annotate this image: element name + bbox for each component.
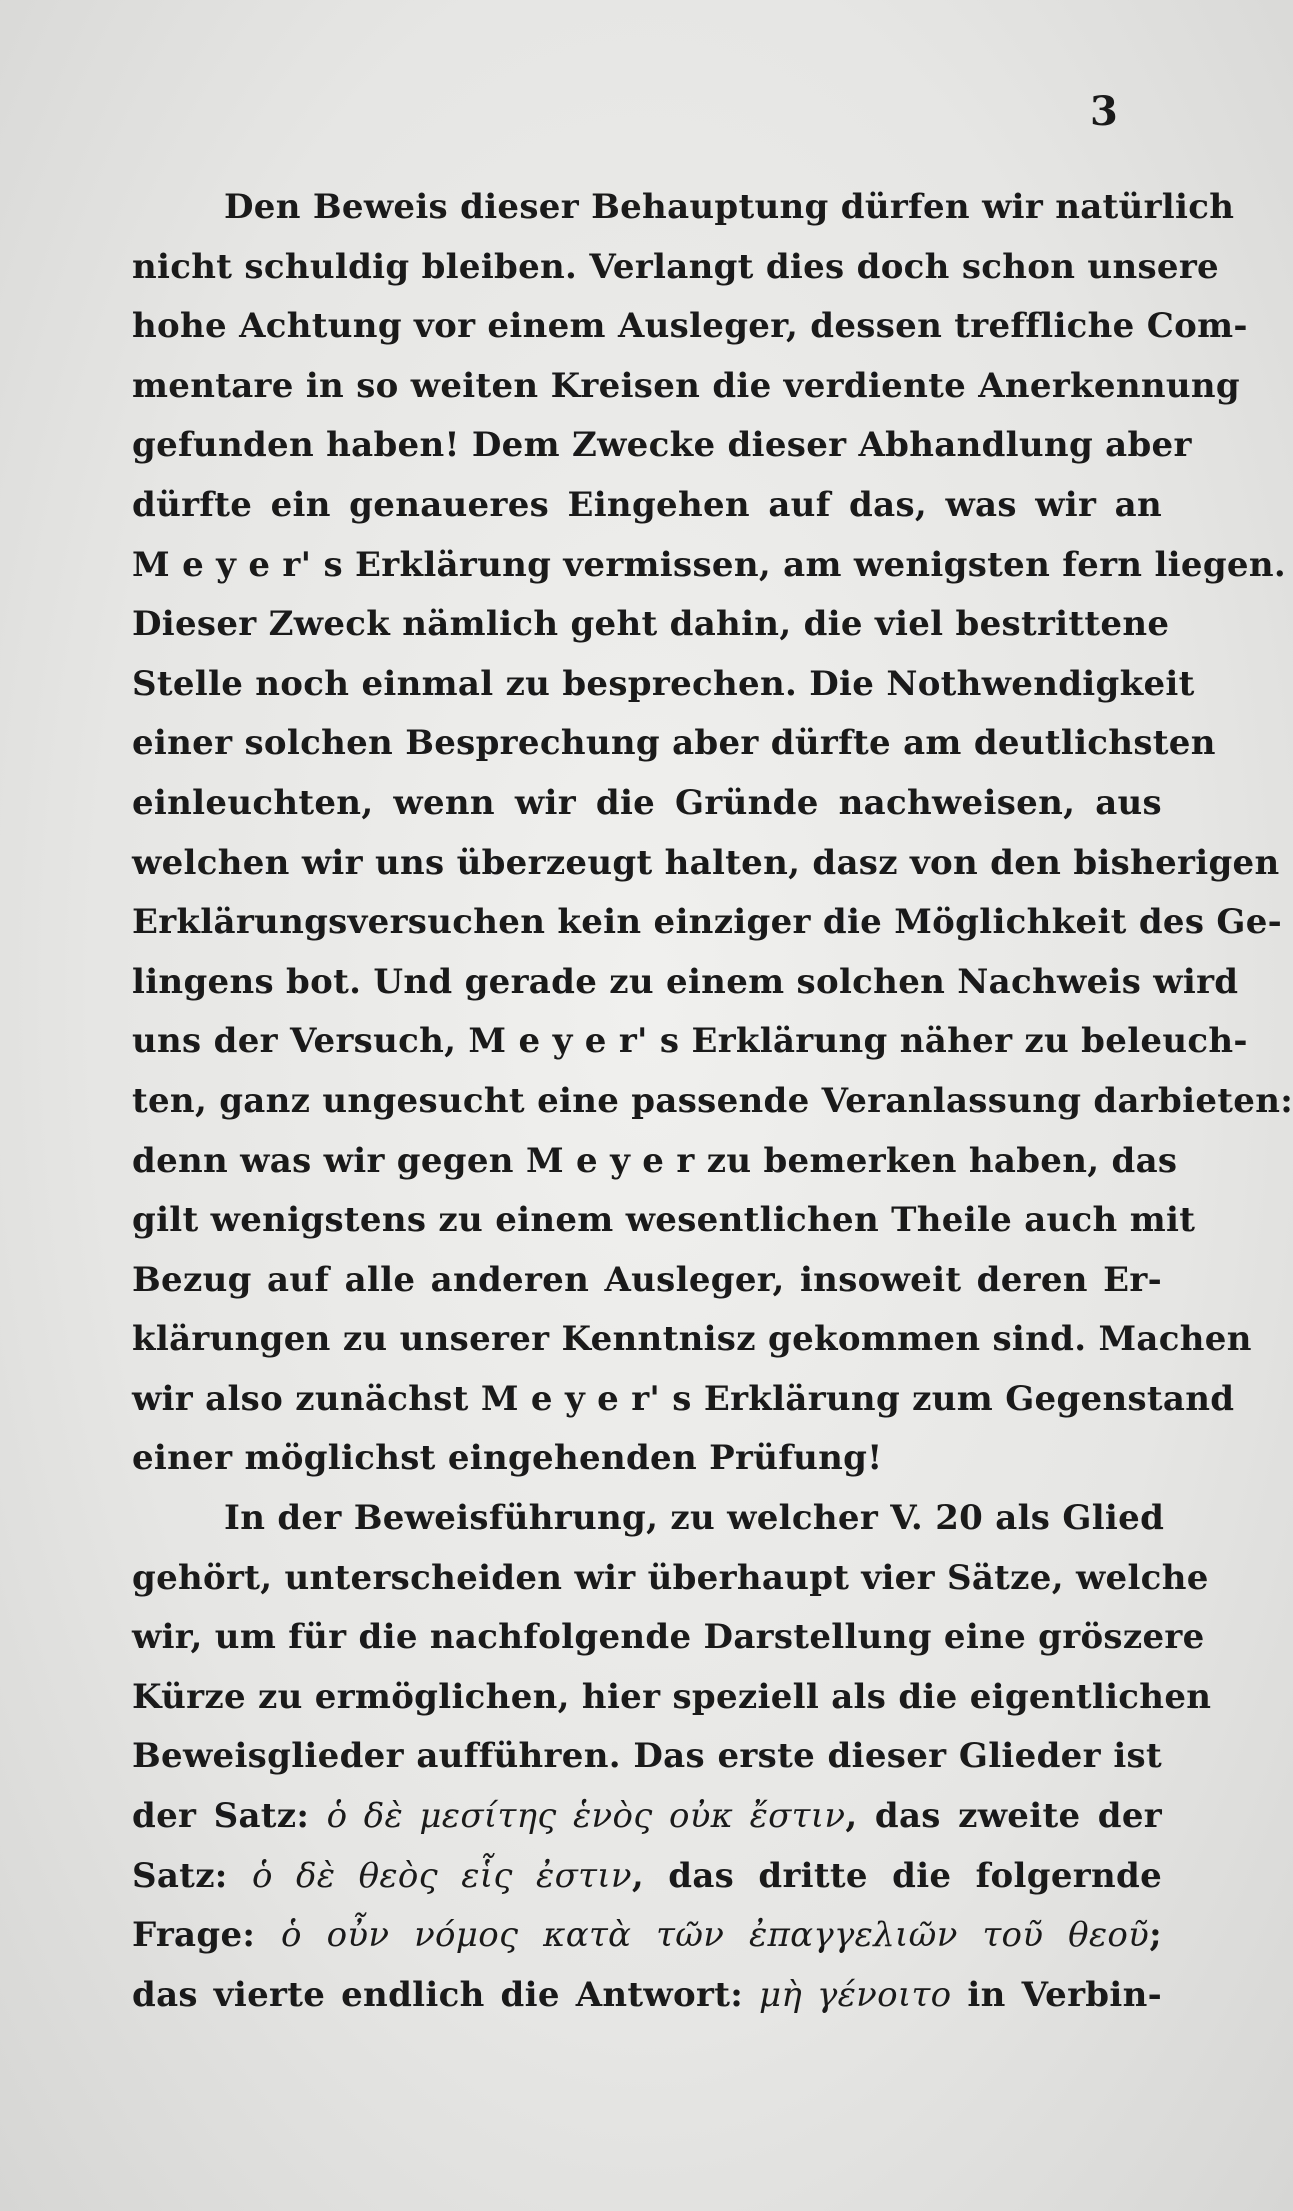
text-line: einleuchten, wenn wir die Gründe nachweisen, aus bbox=[132, 782, 1162, 823]
text-line: In der Beweisführung, zu welcher V. 20 als Glied bbox=[224, 1498, 1165, 1539]
line-prefix: Frage: bbox=[132, 1915, 282, 1956]
text-line: Kürze zu ermöglichen, hier speziell als die eigentlichen bbox=[132, 1676, 1212, 1717]
text-line: einer solchen Besprechung aber dürfte am deutlichsten bbox=[132, 723, 1216, 764]
text-line: gehört, unterscheiden wir überhaupt vier Sätze, welche bbox=[132, 1557, 1209, 1598]
line-prefix: Satz: bbox=[132, 1855, 252, 1896]
greek-text-line bbox=[132, 1906, 1162, 1966]
text-line: uns der Versuch, M e y e r' s Erklärung näher zu beleuch- bbox=[132, 1021, 1248, 1062]
text-line: klärungen zu unserer Kenntnisz gekommen sind. Machen bbox=[132, 1319, 1252, 1360]
text-line: M e y e r' s Erklärung vermissen, am wenigsten fern liegen. bbox=[132, 544, 1286, 585]
text-line: Erklärungsversuchen kein einziger die Möglichkeit des Ge- bbox=[132, 902, 1283, 943]
text-line: mentare in so weiten Kreisen die verdiente Anerkennung bbox=[132, 365, 1240, 406]
greek-phrase: ὁ δὲ μεσίτης ἑνὸς οὐκ ἔστιν bbox=[326, 1796, 846, 1837]
page-number: 3 bbox=[1090, 88, 1118, 135]
line-suffix: in Verbin- bbox=[951, 1974, 1163, 2015]
text-line: Stelle noch einmal zu besprechen. Die Nothwendigkeit bbox=[132, 663, 1195, 704]
text-line: Beweisglieder aufführen. Das erste dieser Glieder ist bbox=[132, 1736, 1162, 1777]
line-prefix: der Satz: bbox=[132, 1796, 327, 1837]
greek-phrase: ὁ δὲ θεὸς εἷς ἐστιν bbox=[251, 1855, 632, 1896]
text-line: einer möglichst eingehenden Prüfung! bbox=[132, 1438, 883, 1479]
text-line: lingens bot. Und gerade zu einem solchen Nachweis wird bbox=[132, 961, 1239, 1002]
text-line: gilt wenigstens zu einem wesentlichen Theile auch mit bbox=[132, 1200, 1196, 1241]
greek-text-line bbox=[132, 1847, 1162, 1907]
text-line: hohe Achtung vor einem Ausleger, dessen treffliche Com- bbox=[132, 306, 1248, 347]
line-suffix: , das dritte die folgernde bbox=[631, 1855, 1162, 1896]
greek-phrase: ὁ οὖν νόμος κατὰ τῶν ἐπαγγελιῶν τοῦ θεοῦ bbox=[281, 1915, 1150, 1956]
line-suffix: , das zweite der bbox=[845, 1796, 1162, 1837]
text-line: Bezug auf alle anderen Ausleger, insoweit deren Er- bbox=[132, 1259, 1162, 1300]
text-line: nicht schuldig bleiben. Verlangt dies doch schon unsere bbox=[132, 246, 1219, 287]
greek-text-line bbox=[132, 1966, 1162, 2026]
text-line: wir, um für die nachfolgende Darstellung eine gröszere bbox=[132, 1617, 1205, 1658]
text-line: denn was wir gegen M e y e r zu bemerken haben, das bbox=[132, 1140, 1178, 1181]
body-text bbox=[132, 178, 1293, 2025]
line-suffix: ; bbox=[1149, 1915, 1162, 1956]
text-line: gefunden haben! Dem Zwecke dieser Abhandlung aber bbox=[132, 425, 1192, 466]
text-line: Dieser Zweck nämlich geht dahin, die viel bestrittene bbox=[132, 604, 1170, 645]
line-prefix: das vierte endlich die Antwort: bbox=[132, 1974, 760, 2015]
text-line: ten, ganz ungesucht eine passende Veranlassung darbieten: bbox=[132, 1080, 1293, 1121]
text-line: wir also zunächst M e y e r' s Erklärung zum Gegenstand bbox=[132, 1378, 1235, 1419]
text-line: dürfte ein genaueres Eingehen auf das, was wir an bbox=[132, 484, 1162, 525]
greek-text-line bbox=[132, 1787, 1162, 1847]
text-line: welchen wir uns überzeugt halten, dasz von den bisherigen bbox=[132, 842, 1280, 883]
greek-phrase: μὴ γένοιτο bbox=[759, 1974, 952, 2015]
text-line: Den Beweis dieser Behauptung dürfen wir natürlich bbox=[224, 187, 1235, 227]
